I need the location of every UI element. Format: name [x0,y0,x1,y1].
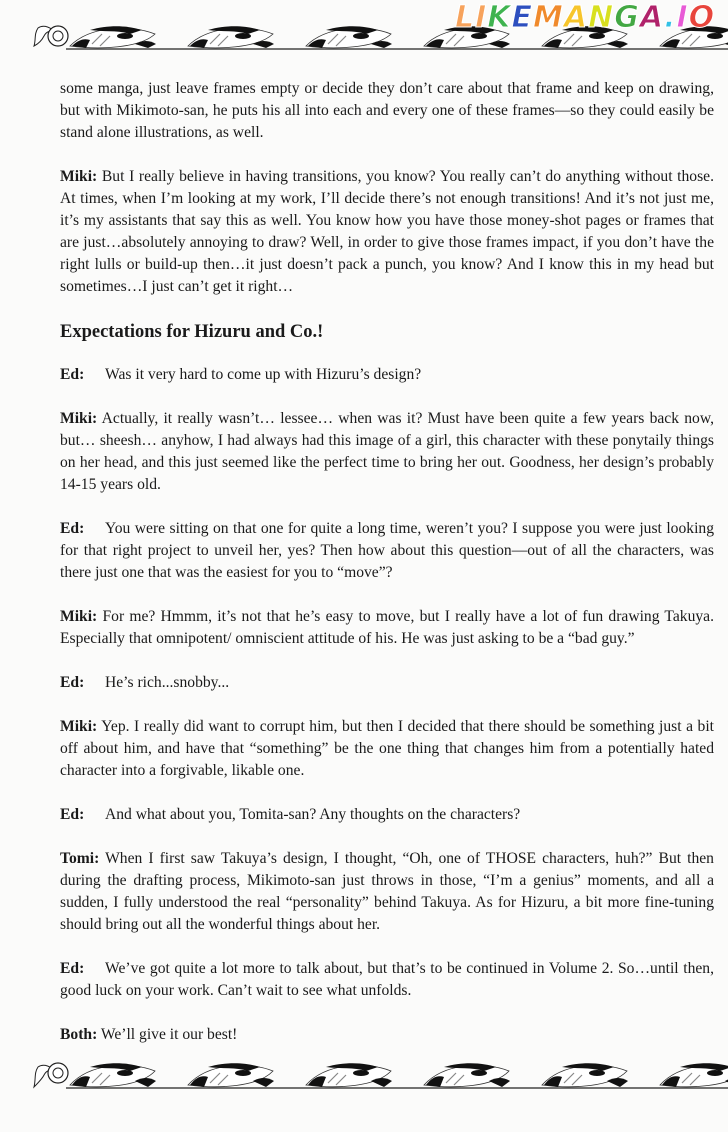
dialogue-entry [60,518,714,584]
dialogue-entry [60,408,714,496]
watermark-letter: M [533,0,564,35]
bottom-decorative-border [30,1057,728,1091]
speaker-label: Ed: [60,520,85,537]
dialogue-text: Yep. I really did want to corrupt him, but then I decided that there should be something just a bit off about him, and have that “something” be the one thing that changes him from a potentially hated character into a forgivable, likable one. [60,718,714,779]
dialogue-text: He’s rich...snobby... [105,674,230,691]
watermark-letter: N [588,0,615,35]
dialogue-text: When I first saw Takuya’s design, I thought, “Oh, one of THOSE characters, huh?” But then during the drafting process, Mikimoto-san just throws in those, “I’m a genius” moments, and all a sudden, I fully understood the real “personality” behind Takuya. As for Hizuru, a bit more fine-tuning should bring out all the wonderful things about her. [60,850,714,933]
dialogue-entry [60,848,714,936]
watermark-letter: K [487,0,512,35]
speaker-label: Ed: [60,366,85,383]
dialogue-text: We’ve got quite a lot more to talk about, but that’s to be continued in Volume 2. So…until then, good luck on your work. Can’t wait to see what unfolds. [60,960,714,999]
intro-paragraph: some manga, just leave frames empty or decide they don’t care about that frame and keep on drawing, but with Mikimoto-san, he puts his all into each and every one of these frames—so they could easily be stand alone illustrations, as well. [60,80,714,141]
speaker-label: Both: [60,1026,98,1043]
speaker-label: Miki: [60,168,98,185]
dialogue-text: You were sitting on that one for quite a long time, weren’t you? I suppose you were just looking for that right project to unveil her, yes? Then how about this question—out of all the characters, was there just one that was the easiest for you to “move”? [60,520,714,581]
speaker-label: Ed: [60,960,85,977]
dialogue-entry [60,716,714,782]
dialogue-entry [60,1024,714,1046]
watermark-letter: L [455,0,476,35]
watermark-letter: I [676,0,689,35]
speaker-label: Ed: [60,806,85,823]
watermark-letter: G [614,0,640,35]
dialogue-text: But I really believe in having transitions, you know? You really can’t do anything without those. At times, when I’m looking at my work, I’ll decide there’s not enough transitions! And it’s not just me, it’s my assistants that say this as well. You know how you have those money-shot pages or frames that are just…absolutely annoying to draw? Well, in order to give those frames impact, if you don’t have the right lulls or build-up then…it just doesn’t pack a punch, you know? And I know this in my head but sometimes…I just can’t get it right… [60,168,714,295]
speaker-label: Miki: [60,718,98,735]
dialogue-entry [60,672,714,694]
dialogue-text: And what about you, Tomita-san? Any thoughts on the characters? [105,806,521,823]
watermark-letter: . [664,0,677,35]
watermark-letter: O [688,0,716,35]
wing-ornament-icon [34,1063,68,1087]
dialogue-text: Was it very hard to come up with Hizuru’s design? [105,366,422,383]
watermark-letter: A [563,0,589,35]
site-watermark [455,0,715,36]
speaker-label: Tomi: [60,850,100,867]
dialogue-entry [60,166,714,298]
section-heading: Expectations for Hizuru and Co.! [60,322,324,342]
dialogue-text: For me? Hmmm, it’s not that he’s easy to move, but I really have a lot of fun drawing Takuya. Especially that omnipotent/ omniscient attitude of his. He was just asking to be a “bad guy.” [60,608,714,647]
dialogue-text: We’ll give it our best! [100,1026,238,1043]
dialogue-entry [60,606,714,650]
watermark-letter: I [475,0,488,35]
interview-text [60,78,714,1068]
wing-ornament-icon [34,26,68,46]
dialogue-entry [60,364,714,386]
watermark-letter: A [639,0,665,35]
dialogue-entry [60,804,714,826]
speaker-label: Miki: [60,410,98,427]
watermark-letter: E [511,0,534,35]
speaker-label: Miki: [60,608,98,625]
dialogue-entry [60,958,714,1002]
speaker-label: Ed: [60,674,85,691]
dialogue-text: Actually, it really wasn’t… lessee… when was it? Must have been quite a few years back now, but… sheesh… anyhow, I had always had this image of a girl, this character with these ponytaily things on her head, and this just seemed like the perfect time to bring her out. Goodness, her design’s probably 14-15 years old. [60,410,714,493]
